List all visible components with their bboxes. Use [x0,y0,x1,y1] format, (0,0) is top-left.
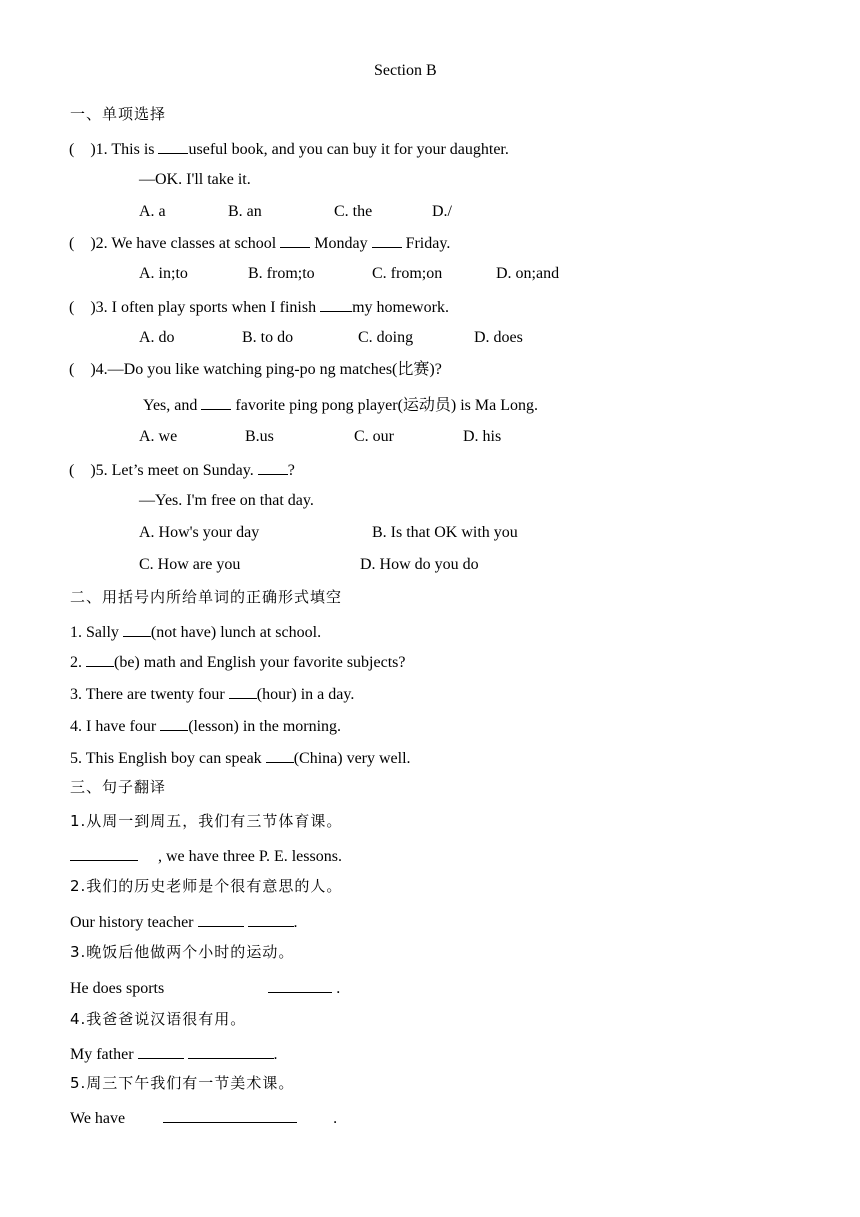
blank [372,232,402,248]
blank [201,394,231,410]
blank [160,715,188,731]
option: C. How are you [139,556,241,573]
question-1: ( )1. This is useful book, and you can buy it for your daughter. [69,138,509,160]
list-item: 3. There are twenty four (hour) in a day. [70,683,354,705]
option: A. do [139,329,175,346]
option: A. a [139,203,166,220]
translation-answer: My father . [70,1043,278,1065]
question-2: ( )2. We have classes at school Monday Friday. [69,232,450,254]
translation-answer: Our history teacher . [70,911,298,933]
blank [258,459,288,475]
option: A. How's your day [139,524,260,541]
question-3: ( )3. I often play sports when I finish my homework. [69,296,449,318]
translation-prompt: 5.周三下午我们有一节美术课。 [70,1074,295,1092]
section-heading-fill-blanks: 二、用括号内所给单词的正确形式填空 [70,588,343,606]
option: B. an [228,203,262,220]
list-item: 1. Sally (not have) lunch at school. [70,621,321,643]
option: A. we [139,428,178,445]
blank [280,232,310,248]
list-item: 5. This English boy can speak (China) very well. [70,747,411,769]
translation-answer: We have . [70,1107,337,1129]
option: D. on;and [496,265,560,282]
translation-prompt: 1.从周一到周五，我们有三节体育课。 [70,812,343,830]
option: D./ [432,203,452,220]
translation-answer: He does sports . [70,977,340,999]
translation-prompt: 3.晚饭后他做两个小时的运动。 [70,943,295,961]
blank [198,911,244,927]
list-item: 4. I have four (lesson) in the morning. [70,715,341,737]
option: D. How do you do [360,556,479,573]
blank [163,1107,297,1123]
blank [268,977,332,993]
translation-prompt: 4.我爸爸说汉语很有用。 [70,1010,247,1028]
option: D. his [463,428,502,445]
translation-prompt: 2.我们的历史老师是个很有意思的人。 [70,877,343,895]
blank [320,296,352,312]
option: C. our [354,428,394,445]
question-4: ( )4.—Do you like watching ping-po ng matches(比赛)? [69,361,442,378]
blank [248,911,294,927]
blank [266,747,294,763]
blank [70,845,138,861]
blank [138,1043,184,1059]
option: B.us [245,428,274,445]
question-4-response: Yes, and favorite ping pong player(运动员) is Ma Long. [143,394,538,416]
blank [229,683,257,699]
answer-bracket: ( [69,141,75,158]
section-heading-multiple-choice: 一、单项选择 [70,105,167,123]
translation-answer: , we have three P. E. lessons. [70,845,342,867]
list-item: 2. (be) math and English your favorite subjects? [70,651,405,673]
blank [86,651,114,667]
option: C. doing [358,329,414,346]
question-1-response: —OK. I'll take it. [139,171,251,188]
option: A. in;to [139,265,188,282]
option: D. does [474,329,523,346]
option: B. to do [242,329,294,346]
page-title: Section B [374,62,437,79]
option: B. Is that OK with you [372,524,518,541]
option: B. from;to [248,265,315,282]
option: C. from;on [372,265,443,282]
question-5: ( )5. Let’s meet on Sunday. ? [69,459,295,481]
blank [158,138,188,154]
blank [123,621,151,637]
option: C. the [334,203,373,220]
blank [188,1043,274,1059]
section-heading-translation: 三、句子翻译 [70,778,167,796]
question-5-response: —Yes. I'm free on that day. [139,492,314,509]
